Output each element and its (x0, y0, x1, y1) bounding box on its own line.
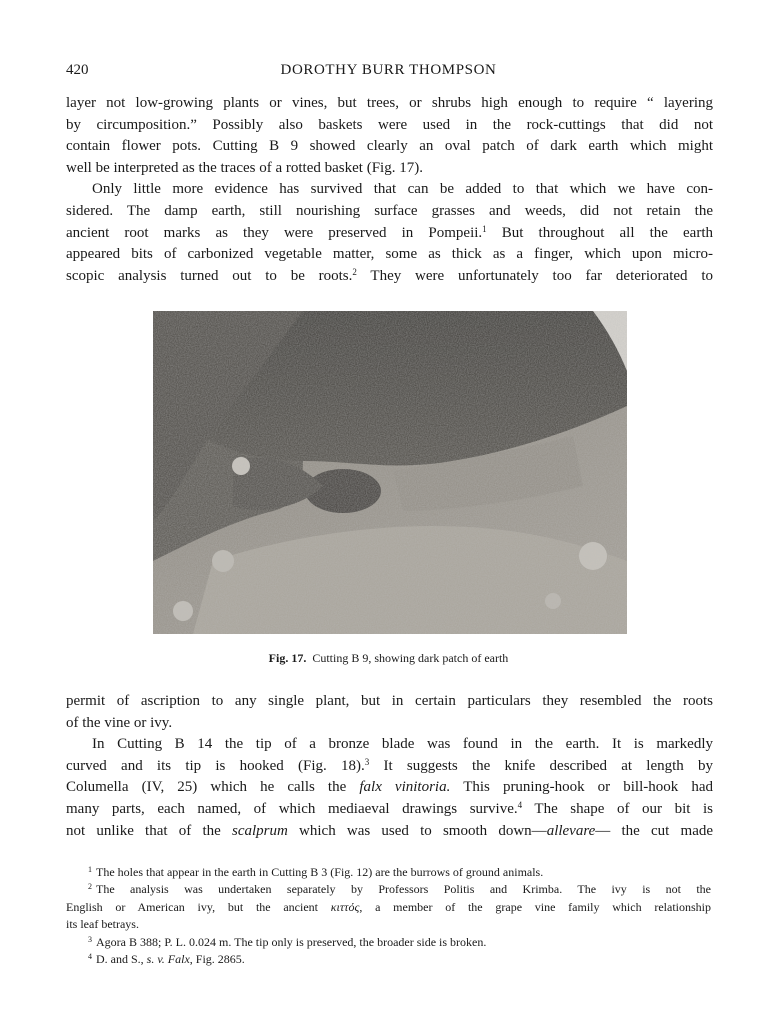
text-segment: not unlike that of the (66, 822, 221, 839)
text-line: contain flower pots. Cutting B 9 showed clearly an oval patch of dark earth which might (66, 138, 713, 155)
footnote-2-end: its leaf betrays. (66, 917, 139, 932)
footnote-ref: 1 (482, 223, 487, 234)
text-line (66, 799, 713, 821)
text-line: of the vine or ivy. (66, 714, 173, 731)
footnote-ref: 4 (517, 799, 523, 810)
footnote-text: , a member of the grape vine family which relationship (359, 899, 711, 914)
footnote-text: The holes that appear in the earth in Cutting B 3 (Fig. 12) are the burrows of ground animals. (96, 865, 544, 879)
footnote-ref: 3 (364, 756, 370, 767)
text-segment: which was used to smooth down— (299, 822, 547, 839)
text-segment: But throughout all the earth (501, 224, 714, 241)
latin-term: s. v. Falx (146, 952, 190, 967)
text-segment: They were unfortunately too far deteriorated to (370, 267, 713, 284)
text-line (66, 266, 713, 288)
footnote-ref: 2 (352, 266, 357, 277)
latin-term: falx vinitoria. (359, 779, 451, 796)
footnote-mark: 4 (88, 952, 92, 962)
figure-label: Fig. 17. (268, 651, 307, 665)
text-line (66, 756, 713, 778)
text-segment: many parts, each named, of which mediaeval drawings survive. (66, 800, 518, 817)
text-segment: scopic analysis turned out to be roots. (66, 267, 353, 284)
footnote-mark: 3 (88, 934, 92, 944)
text-segment: curved and its tip is hooked (Fig. 18). (66, 757, 365, 774)
text-line: layer not low-growing plants or vines, but trees, or shrubs high enough to require “ layering (66, 95, 713, 111)
caption-text: Cutting B 9, showing dark patch of earth (312, 651, 509, 665)
text-segment: ancient root marks as they were preserved in Pompeii. (66, 224, 483, 241)
text-line: appeared bits of carbonized vegetable matter, some as thick as a finger, which upon micro- (66, 246, 713, 263)
footnote-3 (66, 934, 711, 951)
text-line: sidered. The damp earth, still nourishing surface grasses and weeds, did not retain the (66, 202, 713, 219)
footnote-text: D. and S., (96, 952, 144, 967)
greek-term: κιττός (330, 899, 360, 914)
footnote-text: The analysis was undertaken separately by Professors Politis and Krimba. The ivy is not the (96, 882, 711, 897)
text-segment: Columella (IV, 25) which he calls the (66, 779, 347, 796)
text-segment: — the cut made (595, 822, 714, 839)
footnotes (66, 864, 711, 968)
footnote-text: English or American ivy, but the ancient (66, 899, 319, 914)
text-line (66, 777, 713, 799)
figure-photo (153, 311, 627, 634)
paragraph-bottom (66, 691, 713, 842)
footnote-4 (66, 951, 711, 968)
footnote-text: Agora B 388; P. L. 0.024 m. The tip only is preserved, the broader side is broken. (96, 934, 487, 949)
text-line (66, 821, 713, 843)
footnote-mark: 1 (88, 865, 92, 874)
text-line (66, 223, 713, 245)
latin-term: scalprum (231, 822, 288, 839)
running-head: DOROTHY BURR THOMPSON (280, 62, 497, 78)
text-segment: It suggests the knife described at length by (383, 757, 714, 774)
footnote-2-cont (66, 899, 711, 916)
text-line: well be interpreted as the traces of a rotted basket (Fig. 17). (66, 159, 423, 176)
footnote-mark: 2 (88, 882, 92, 892)
text-line: permit of ascription to any single plant, but in certain particulars they resembled the roots (66, 693, 713, 709)
footnote-1 (66, 864, 711, 881)
text-segment: This pruning-hook or bill-hook had (463, 779, 713, 796)
text-line: Only little more evidence has survived that can be added to that which we have con- (92, 181, 713, 198)
figure-caption (0, 651, 777, 666)
footnote-text: , Fig. 2865. (189, 952, 245, 967)
latin-term: allevare (546, 822, 596, 839)
footnote-2 (66, 881, 711, 898)
excavation-photo-image (153, 311, 627, 634)
text-line: In Cutting B 14 the tip of a bronze blade was found in the earth. It is markedly (92, 736, 713, 753)
paragraph-top (66, 93, 713, 287)
page-number: 420 (66, 62, 89, 78)
text-line: by circumposition.” Possibly also baskets were used in the rock-cuttings that did not (66, 116, 713, 133)
text-segment: The shape of our bit is (534, 800, 714, 817)
